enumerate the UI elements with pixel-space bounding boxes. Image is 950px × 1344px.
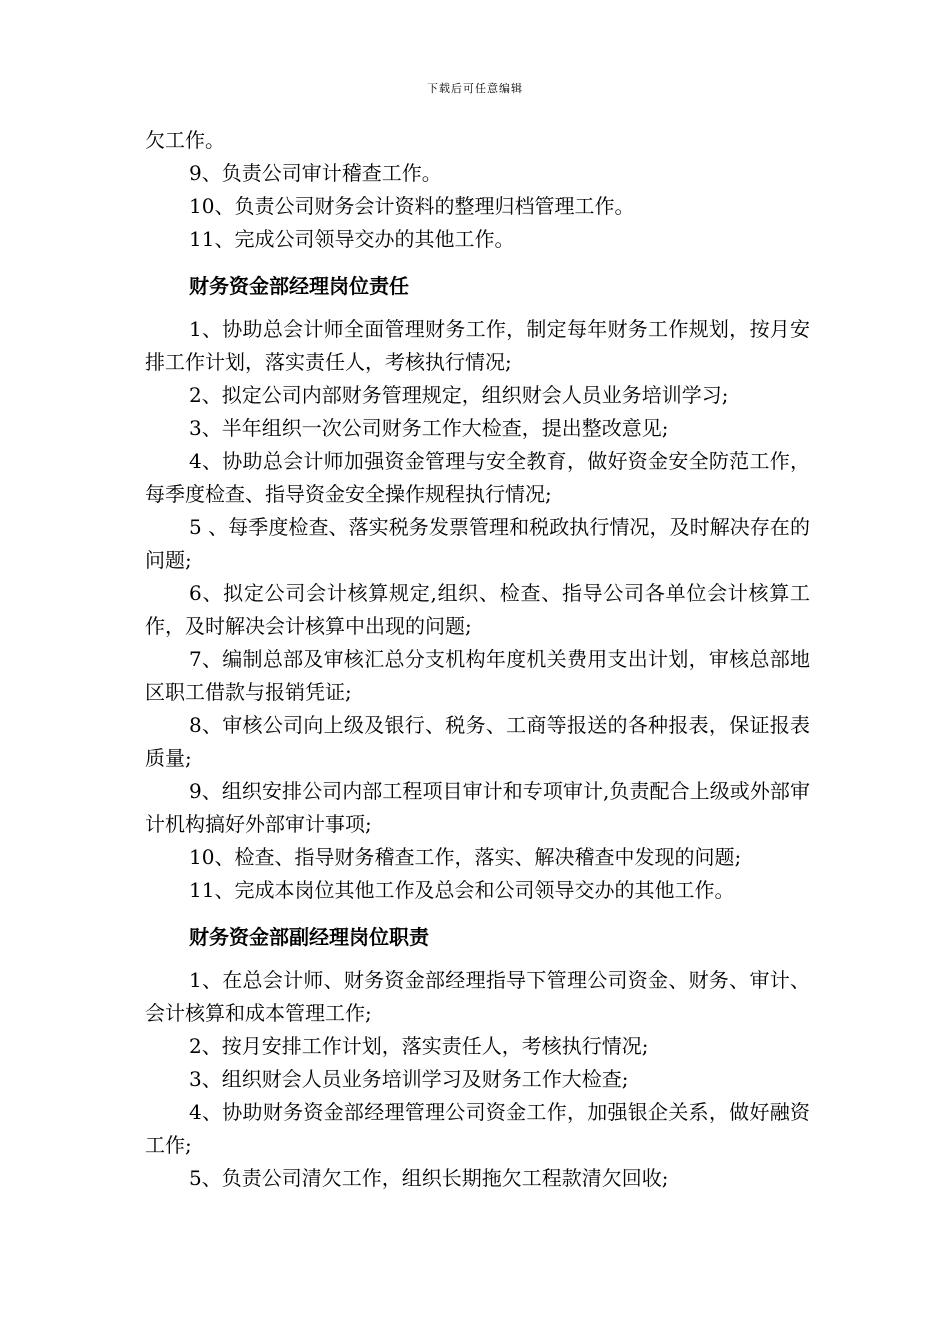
list-item: 5、负责公司清欠工作，组织长期拖欠工程款清欠回收; [189, 1166, 669, 1190]
list-item: 7、编制总部及审核汇总分支机构年度机关费用支出计划，审核总部地区职工借款与报销凭证; [145, 647, 810, 704]
list-item: 8、审核公司向上级及银行、税务、工商等报送的各种报表，保证报表质量; [145, 713, 810, 770]
list-item: 10、负责公司财务会计资料的整理归档管理工作。 [189, 194, 635, 218]
document-body [145, 124, 810, 1195]
list-item: 11、完成本岗位其他工作及总会和公司领导交办的其他工作。 [189, 878, 735, 902]
list-item: 1、在总会计师、财务资金部经理指导下管理公司资金、财务、审计、会计核算和成本管理工作; [145, 968, 810, 1025]
list-item: 10、检查、指导财务稽查工作，落实、解决稽查中发现的问题; [189, 845, 742, 869]
list-item: 3、半年组织一次公司财务工作大检查，提出整改意见; [189, 416, 669, 440]
list-item: 2、拟定公司内部财务管理规定，组织财会人员业务培训学习; [189, 383, 729, 407]
list-item: 4、协助总会计师加强资金管理与安全教育，做好资金安全防范工作，每季度检查、指导资金安全操作规程执行情况; [145, 449, 810, 506]
list-item: 1、协助总会计师全面管理财务工作，制定每年财务工作规划，按月安排工作计划，落实责任人，考核执行情况; [145, 317, 810, 374]
list-item: 5 、每季度检查、落实税务发票管理和税政执行情况，及时解决存在的问题; [145, 515, 810, 572]
list-item: 6、拟定公司会计核算规定,组织、检查、指导公司各单位会计核算工作，及时解决会计核算中出现的问题; [145, 581, 810, 638]
list-item: 3、组织财会人员业务培训学习及财务工作大检查; [189, 1067, 629, 1091]
section-heading-deputy-manager: 财务资金部副经理岗位职责 [189, 925, 429, 949]
list-item: 欠工作。 [145, 128, 225, 152]
list-item: 2、按月安排工作计划，落实责任人，考核执行情况; [189, 1034, 649, 1058]
list-item: 4、协助财务资金部经理管理公司资金工作，加强银企关系，做好融资工作; [145, 1100, 810, 1157]
list-item: 9、负责公司审计稽查工作。 [189, 161, 442, 185]
page-header: 下载后可任意编辑 [427, 82, 523, 95]
section-heading-manager: 财务资金部经理岗位责任 [189, 274, 409, 298]
list-item: 9、组织安排公司内部工程项目审计和专项审计,负责配合上级或外部审计机构搞好外部审计事项; [145, 779, 810, 836]
list-item: 11、完成公司领导交办的其他工作。 [189, 227, 515, 251]
